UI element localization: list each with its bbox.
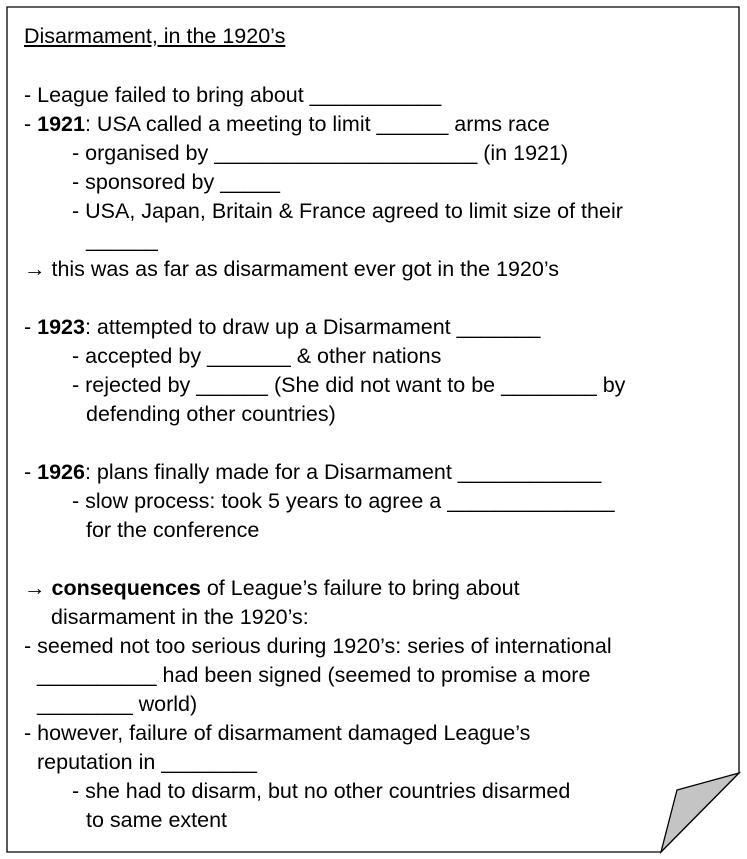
line-world: ________ world) <box>37 692 198 716</box>
line-as-far-as: → this was as far as disarmament ever got in the 1920’s <box>24 257 559 281</box>
page-title: Disarmament, in the 1920’s <box>24 24 286 48</box>
line-had-been-signed: __________ had been signed (seemed to promise a more <box>37 663 591 687</box>
line-slow-process: - slow process: took 5 years to agree a ______________ <box>72 489 615 513</box>
line-consequences: → consequences of League’s failure to bring about <box>24 576 520 600</box>
year-1926: 1926 <box>37 460 85 484</box>
line-reputation: reputation in ________ <box>37 750 257 774</box>
line-disarmament-1920s: disarmament in the 1920’s: <box>51 605 309 629</box>
line-league-failed: - League failed to bring about ___________ <box>24 83 442 107</box>
line-for-conference: for the conference <box>86 518 260 542</box>
line-accepted-by: - accepted by _______ & other nations <box>72 344 442 368</box>
year-1923: 1923 <box>37 315 85 339</box>
line-rejected-by: - rejected by ______ (She did not want to be ________ by <box>72 373 626 397</box>
line-sponsored-by: - sponsored by _____ <box>72 170 280 194</box>
line-same-extent: to same extent <box>86 808 228 832</box>
line-however: - however, failure of disarmament damaged League’s <box>24 721 531 745</box>
word-consequences: consequences <box>51 576 201 600</box>
year-1921: 1921 <box>37 112 85 136</box>
line-had-to-disarm: - she had to disarm, but no other countries disarmed <box>72 779 571 803</box>
line-1926: - 1926: plans finally made for a Disarmament ____________ <box>24 460 602 484</box>
line-defending: defending other countries) <box>86 402 336 426</box>
line-organised-by: - organised by ______________________ (in 1921) <box>72 141 569 165</box>
line-1923: - 1923: attempted to draw up a Disarmament _______ <box>24 315 541 339</box>
line-agreed-blank: ______ <box>86 228 158 252</box>
line-seemed-not-serious: - seemed not too serious during 1920’s: series of international <box>24 634 612 658</box>
line-agreed-to-limit: - USA, Japan, Britain & France agreed to limit size of their <box>72 199 623 223</box>
line-1921: - 1921: USA called a meeting to limit ______ arms race <box>24 112 550 136</box>
